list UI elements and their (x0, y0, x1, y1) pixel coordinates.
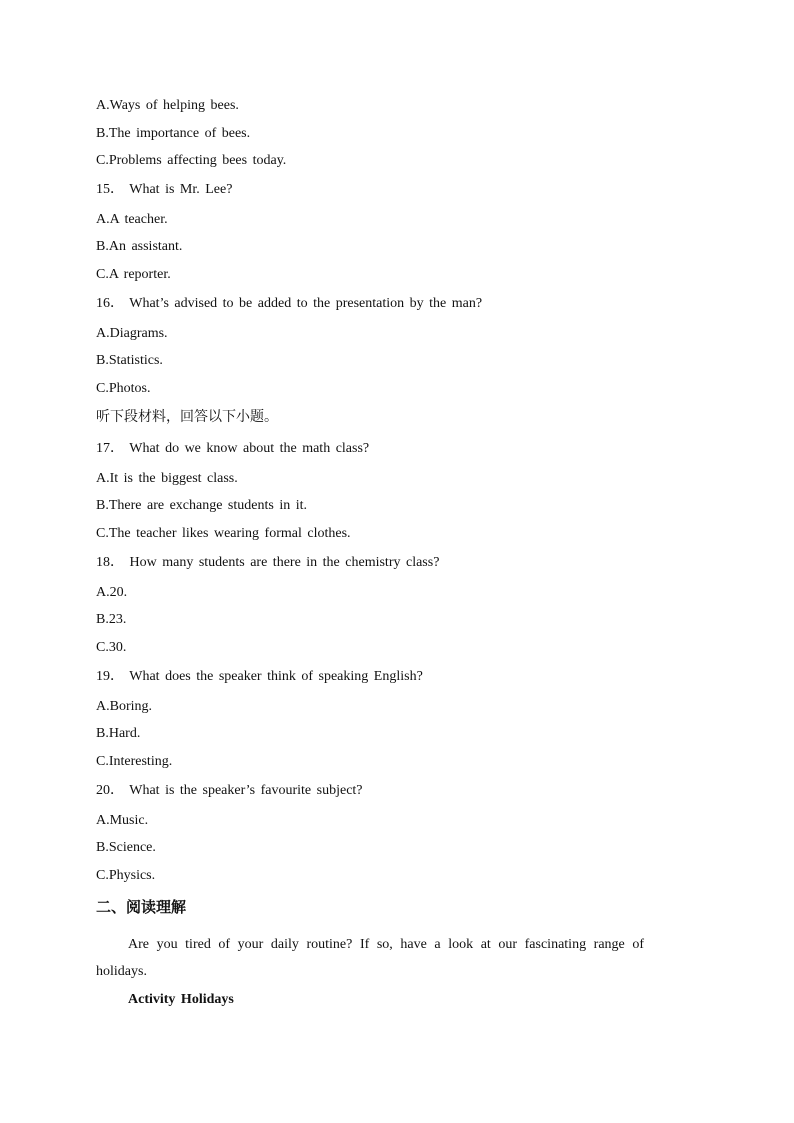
intro-paragraph: Are you tired of your daily routine? If so, have a look at our fascinating range of holidays. (96, 937, 644, 979)
subheading: Activity Holidays (128, 992, 234, 1007)
option-text: A.It is the biggest class. (96, 471, 238, 486)
question-17: 17． What do we know about the math class? (96, 441, 370, 456)
option-text: C.30. (96, 640, 127, 655)
option-text: C.Interesting. (96, 754, 173, 769)
option-text: A.Diagrams. (96, 326, 168, 341)
option-text: B.Science. (96, 840, 156, 855)
section-heading: 二、阅读理解 (96, 898, 187, 916)
option-text: A.A teacher. (96, 212, 168, 227)
option-text: C.Physics. (96, 868, 156, 883)
option-text: B.There are exchange students in it. (96, 498, 307, 513)
option-text: B.An assistant. (96, 239, 183, 254)
option-text: C.A reporter. (96, 267, 171, 282)
option-text: B.23. (96, 612, 127, 627)
option-text: C.The teacher likes wearing formal clothes. (96, 526, 351, 541)
option-text: C.Photos. (96, 381, 151, 396)
option-text: A.Music. (96, 813, 149, 828)
option-text: A.Boring. (96, 699, 152, 714)
question-18: 18． How many students are there in the chemistry class? (96, 555, 440, 570)
option-text: B.Statistics. (96, 353, 163, 368)
option-text: A.20. (96, 585, 128, 600)
question-15: 15． What is Mr. Lee? (96, 182, 233, 197)
question-20: 20． What is the speaker’s favourite subject? (96, 783, 363, 798)
listening-instruction: 听下段材料，回答以下小题。 (96, 409, 278, 425)
question-16: 16． What’s advised to be added to the presentation by the man? (96, 296, 483, 311)
option-text: C.Problems affecting bees today. (96, 153, 287, 168)
option-text: B.Hard. (96, 726, 141, 741)
question-19: 19． What does the speaker think of speaking English? (96, 669, 423, 684)
option-text: A.Ways of helping bees. (96, 98, 239, 113)
option-text: B.The importance of bees. (96, 126, 251, 141)
